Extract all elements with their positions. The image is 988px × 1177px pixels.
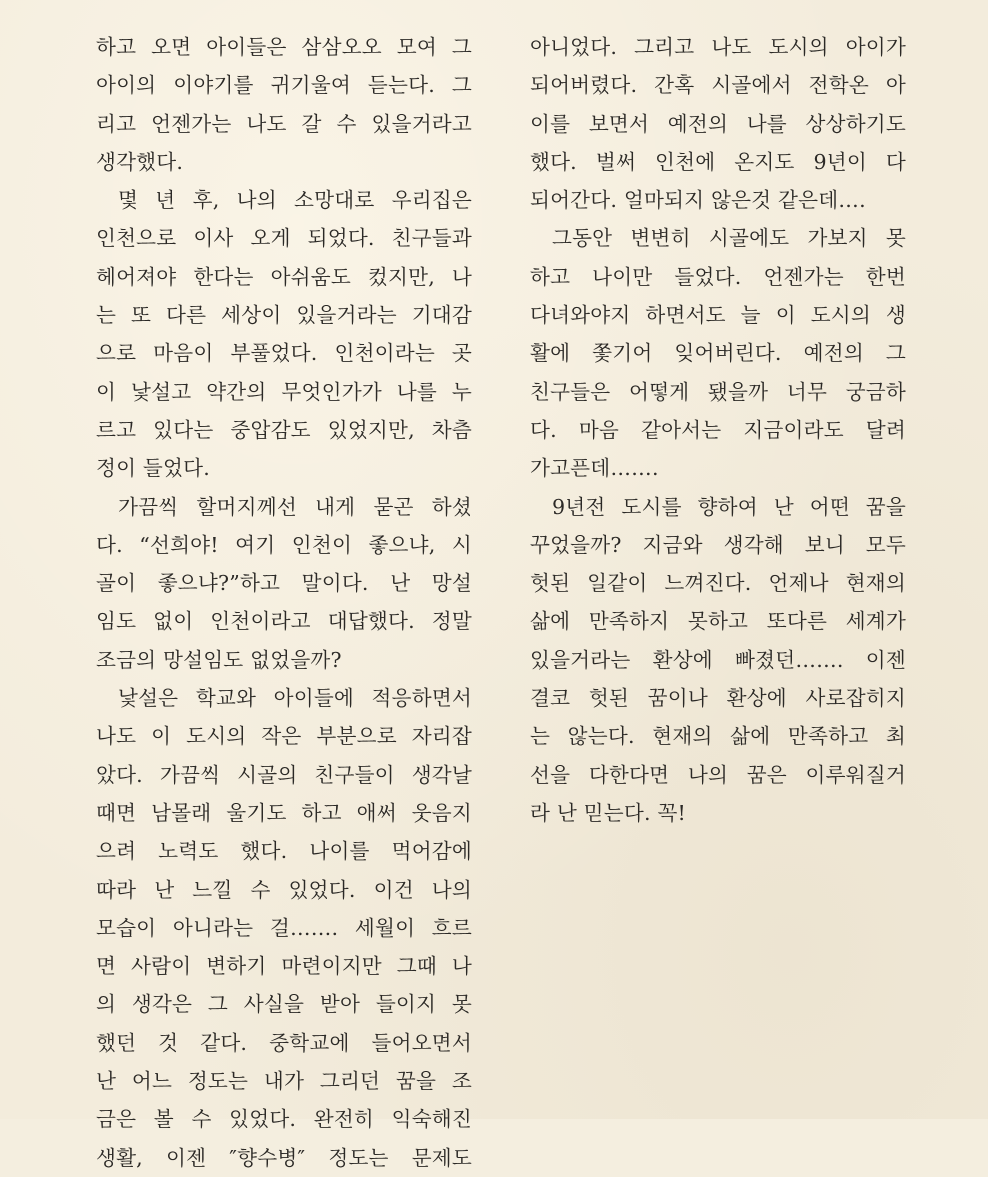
text-line: 라 난 믿는다. 꼭! <box>530 800 687 825</box>
text-line: 했다. 벌써 인천에 온지도 9년이 다 <box>530 149 906 174</box>
text-line: 골이 좋으냐?”하고 말이다. 난 망설 <box>96 571 472 596</box>
text-line: 는 않는다. 현재의 삶에 만족하고 최 <box>530 724 906 749</box>
text-line: 는 또 다른 세상이 있을거라는 기대감 <box>96 303 472 328</box>
text-line: 나도 이 도시의 작은 부분으로 자리잡 <box>96 724 472 749</box>
text-line: 꾸었을까? 지금와 생각해 보니 모두 <box>530 532 906 557</box>
text-line: 이를 보면서 예전의 나를 상상하기도 <box>530 111 906 136</box>
text-line: 하고 나이만 들었다. 언젠가는 한번 <box>530 264 906 289</box>
text-line: 결코 헛된 꿈이나 환상에 사로잡히지 <box>530 686 906 711</box>
text-line: 때면 남몰래 울기도 하고 애써 웃음지 <box>96 800 472 825</box>
text-line: 아이의 이야기를 귀기울여 듣는다. 그 <box>96 73 472 98</box>
text-line: 따라 난 느낄 수 있었다. 이건 나의 <box>96 877 472 902</box>
text-line: 되어버렸다. 간혹 시골에서 전학온 아 <box>530 73 906 98</box>
text-line: 면 사람이 변하기 마련이지만 그때 나 <box>96 954 472 979</box>
text-line: 가고픈데……. <box>530 456 659 481</box>
left-text-column <box>96 28 472 1177</box>
text-line: 정이 들었다. <box>96 456 210 481</box>
text-line: 그동안 변변히 시골에도 가보지 못 <box>552 226 906 251</box>
text-line: 난 어느 정도는 내가 그리던 꿈을 조 <box>96 1069 472 1094</box>
text-line: 르고 있다는 중압감도 있었지만, 차츰 <box>96 417 472 442</box>
right-text-column <box>530 28 906 832</box>
text-line: 생각했다. <box>96 149 184 174</box>
text-line: 조금의 망설임도 없었을까? <box>96 647 342 672</box>
text-line: 았다. 가끔씩 시골의 친구들이 생각날 <box>96 762 472 787</box>
text-line: 다녀와야지 하면서도 늘 이 도시의 생 <box>530 303 906 328</box>
text-line: 리고 언젠가는 나도 갈 수 있을거라고 <box>96 111 472 136</box>
text-line: 모습이 아니라는 걸……. 세월이 흐르 <box>96 915 472 940</box>
text-line: 금은 볼 수 있었다. 완전히 익숙해진 <box>96 1107 472 1132</box>
text-line: 친구들은 어떻게 됐을까 너무 궁금하 <box>530 379 906 404</box>
text-line: 하고 오면 아이들은 삼삼오오 모여 그 <box>96 35 472 59</box>
text-line: 되어간다. 얼마되지 않은것 같은데…. <box>530 188 866 213</box>
text-line: 생활, 이젠 ″향수병″ 정도는 문제도 <box>96 1145 472 1170</box>
text-line: 낯설은 학교와 아이들에 적응하면서 <box>118 686 472 711</box>
text-line: 헛된 일같이 느껴진다. 언제나 현재의 <box>530 571 906 596</box>
text-line: 있을거라는 환상에 빠졌던……. 이젠 <box>530 647 906 672</box>
text-line: 아니었다. 그리고 나도 도시의 아이가 <box>530 35 906 59</box>
text-line: 9년전 도시를 향하여 난 어떤 꿈을 <box>552 494 906 519</box>
text-line: 활에 쫓기어 잊어버린다. 예전의 그 <box>530 341 906 366</box>
text-line: 다. 마음 같아서는 지금이라도 달려 <box>530 417 906 442</box>
text-line: 헤어져야 한다는 아쉬움도 컸지만, 나 <box>96 264 472 289</box>
text-line: 삶에 만족하지 못하고 또다른 세계가 <box>530 609 906 634</box>
text-line: 인천으로 이사 오게 되었다. 친구들과 <box>96 226 472 251</box>
text-line: 의 생각은 그 사실을 받아 들이지 못 <box>96 992 472 1017</box>
text-line: 가끔씩 할머지께선 내게 묻곤 하셨 <box>118 494 472 519</box>
text-line: 했던 것 같다. 중학교에 들어오면서 <box>96 1030 472 1055</box>
text-line: 임도 없이 인천이라고 대답했다. 정말 <box>96 609 472 634</box>
text-line: 이 낯설고 약간의 무엇인가가 나를 누 <box>96 379 472 404</box>
text-line: 으로 마음이 부풀었다. 인천이라는 곳 <box>96 341 472 366</box>
text-line: 다. “선희야! 여기 인천이 좋으냐, 시 <box>96 532 472 557</box>
text-line: 몇 년 후, 나의 소망대로 우리집은 <box>118 188 472 213</box>
text-line: 선을 다한다면 나의 꿈은 이루워질거 <box>530 762 906 787</box>
text-line: 으려 노력도 했다. 나이를 먹어감에 <box>96 839 472 864</box>
